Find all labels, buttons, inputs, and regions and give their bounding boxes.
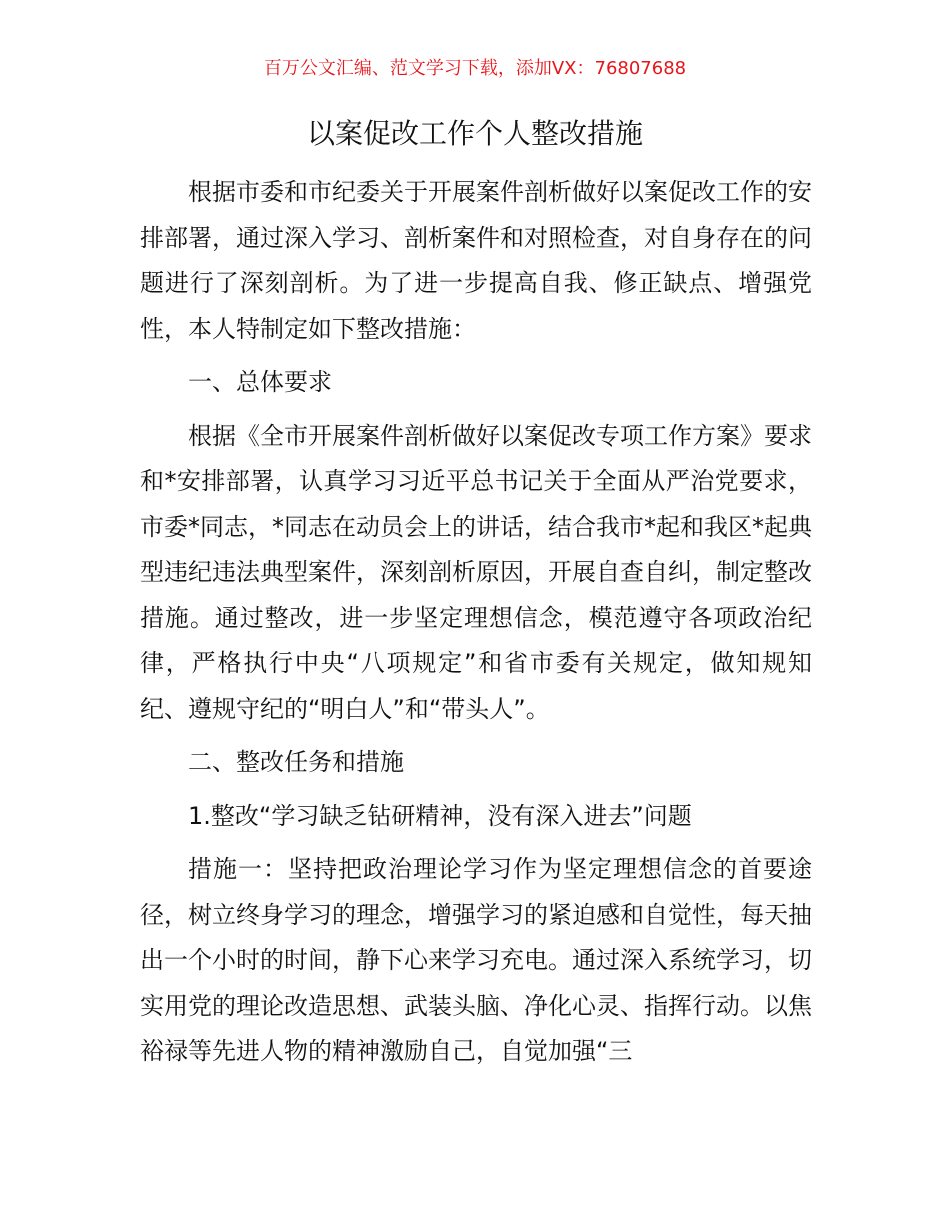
section-heading-tasks: 二、整改任务和措施	[188, 748, 404, 776]
intro-paragraph: 根据市委和市纪委关于开展案件剖析做好以案促改工作的安排部署，通过深入学习、剖析案件和对照检查，对自身存在的问题进行了深刻剖析。为了进一步提高自我、修正缺点、增强党性，本人特制定如下整改措施：	[140, 178, 812, 343]
section-paragraph-general: 根据《全市开展案件剖析做好以案促改专项工作方案》要求和*安排部署，认真学习习近平总书记关于全面从严治党要求，市委*同志，*同志在动员会上的讲话，结合我市*起和我区*起典型违纪违法典型案件，深刻剖析原因，开展自查自纠，制定整改措施。通过整改，进一步坚定理想信念，模范遵守各项政治纪律，严格执行中央“八项规定”和省市委有关规定，做知规知纪、遵规守纪的“明白人”和“带头人”。	[140, 421, 812, 723]
section-heading-general: 一、总体要求	[188, 368, 332, 396]
promo-header: 百万公文汇编、范文学习下载，添加VX：76807688	[263, 58, 687, 79]
document-title: 以案促改工作个人整改措施	[306, 117, 643, 150]
document-body	[140, 170, 812, 1083]
measure-paragraph-1: 措施一：坚持把政治理论学习作为坚定理想信念的首要途径，树立终身学习的理念，增强学习的紧迫感和自觉性，每天抽出一个小时的时间，静下心来学习充电。通过深入系统学习，切实用党的理论改造思想、武装头脑、净化心灵、指挥行动。以焦裕禄等先进人物的精神激励自己，自觉加强“三	[140, 855, 812, 1065]
item-heading-1: 1.整改“学习缺乏钻研精神，没有深入进去”问题	[188, 801, 692, 830]
